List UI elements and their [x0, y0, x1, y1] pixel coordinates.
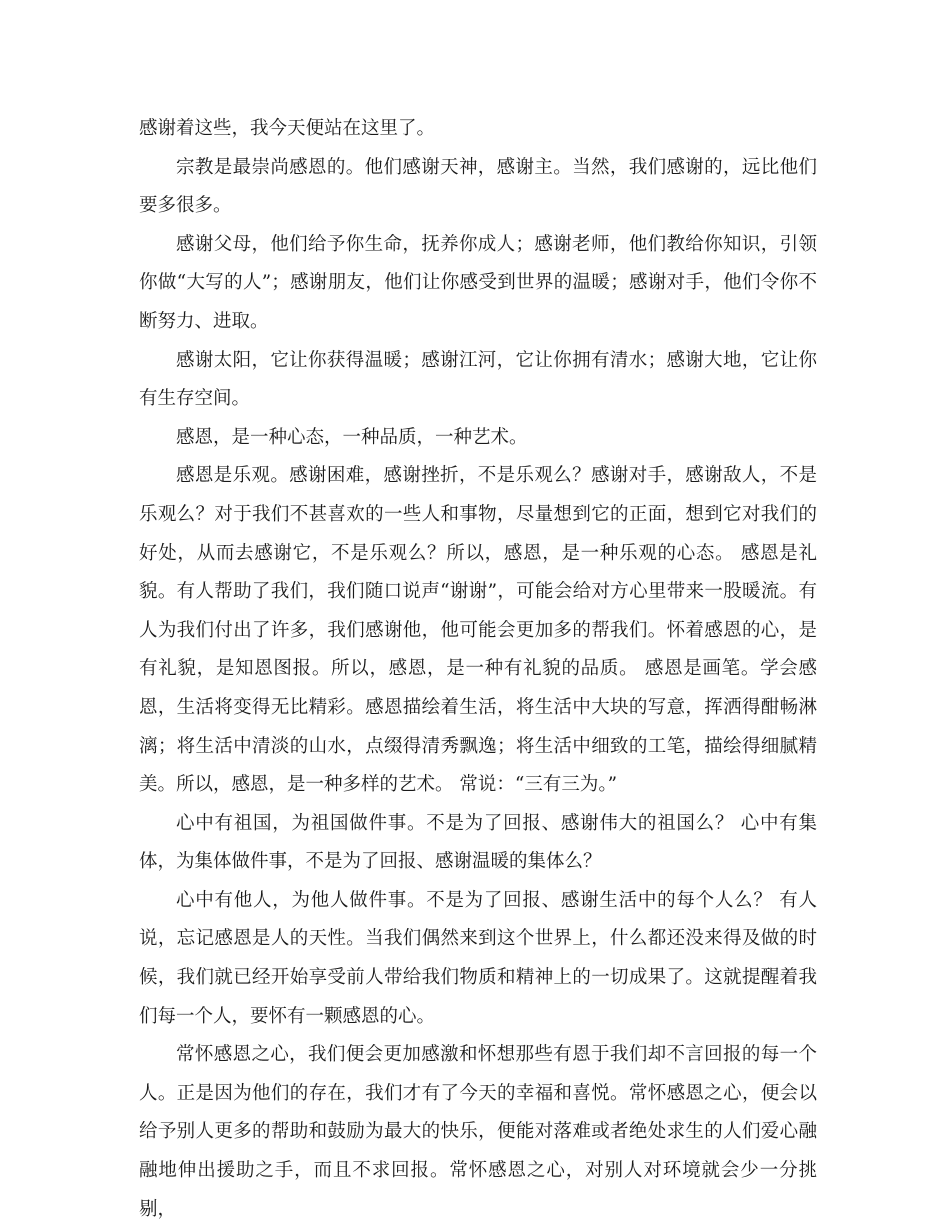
document-body	[139, 110, 817, 1229]
paragraph-8: 心中有他人，为他人做件事。不是为了回报、感谢生活中的每个人么？ 有人说，忘记感恩是人的天性。当我们偶然来到这个世界上，什么都还没来得及做的时候，我们就已经开始享受前人带给我们物质和精神上的一切成果了。这就提醒着我们每一个人，要怀有一颗感恩的心。	[139, 889, 817, 1027]
paragraph-1: 感谢着这些，我今天便站在这里了。	[139, 118, 436, 139]
paragraph-2: 宗教是最崇尚感恩的。他们感谢天神，感谢主。当然，我们感谢的，远比他们要多很多。	[139, 156, 817, 217]
paragraph-7: 心中有祖国，为祖国做件事。不是为了回报、感谢伟大的祖国么？ 心中有集体，为集体做件事，不是为了回报、感谢温暖的集体么？	[139, 812, 817, 873]
paragraph-9: 常怀感恩之心，我们便会更加感激和怀想那些有恩于我们却不言回报的每一个人。正是因为他们的存在，我们才有了今天的幸福和喜悦。常怀感恩之心，便会以给予别人更多的帮助和鼓励为最大的快乐，便能对落难或者绝处求生的人们爱心融融地伸出援助之手，而且不求回报。常怀感恩之心，对别人对环境就会少一分挑剔，	[139, 1044, 817, 1220]
paragraph-6: 感恩是乐观。感谢困难，感谢挫折，不是乐观么？感谢对手，感谢敌人，不是乐观么？对于我们不甚喜欢的一些人和事物，尽量想到它的正面，想到它对我们的好处，从而去感谢它，不是乐观么？所以，感恩，是一种乐观的心态。 感恩是礼貌。有人帮助了我们，我们随口说声“谢谢”，可能会给对方心里带来一股暖流。有人为我们付出了许多，我们感谢他，他可能会更加多的帮我们。怀着感恩的心，是有礼貌，是知恩图报。所以，感恩，是一种有礼貌的品质。 感恩是画笔。学会感恩，生活将变得无比精彩。感恩描绘着生活，将生活中大块的写意，挥洒得酣畅淋漓；将生活中清淡的山水，点缀得清秀飘逸；将生活中细致的工笔，描绘得细腻精美。所以，感恩，是一种多样的艺术。 常说：“三有三为。”	[139, 465, 817, 796]
paragraph-4: 感谢太阳，它让你获得温暖；感谢江河，它让你拥有清水；感谢大地，它让你有生存空间。	[139, 349, 817, 410]
paragraph-3: 感谢父母，他们给予你生命，抚养你成人；感谢老师，他们教给你知识，引领你做“大写的人”；感谢朋友，他们让你感受到世界的温暖；感谢对手，他们令你不断努力、进取。	[139, 233, 817, 332]
paragraph-5: 感恩，是一种心态，一种品质，一种艺术。	[176, 426, 528, 448]
